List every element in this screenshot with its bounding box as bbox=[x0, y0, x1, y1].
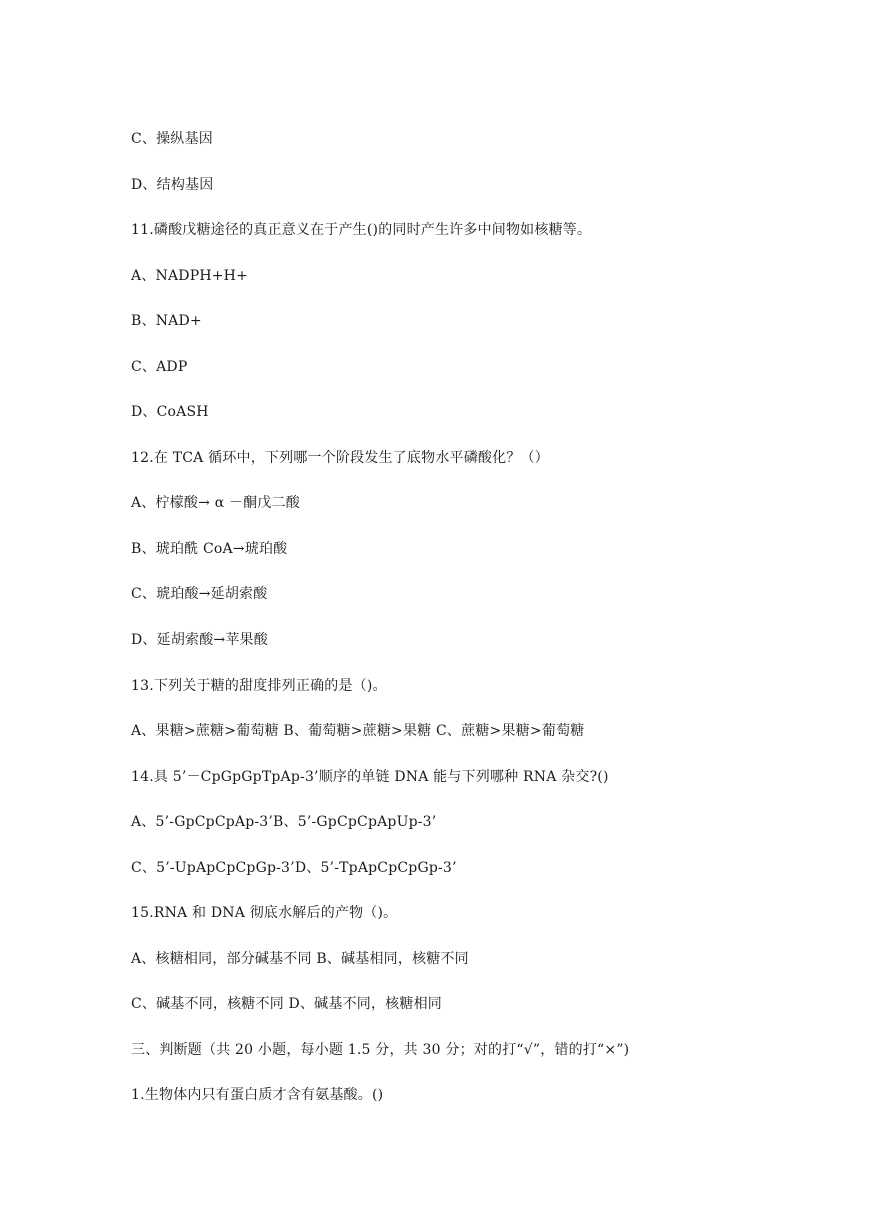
option-12a: A、柠檬酸→ α －酮戊二酸 bbox=[131, 495, 300, 511]
option-11a: A、NADPH+H+ bbox=[131, 268, 248, 284]
question-11: 11.磷酸戊糖途径的真正意义在于产生()的同时产生许多中间物如核糖等。 bbox=[131, 222, 592, 238]
option-12c: C、琥珀酸→延胡索酸 bbox=[131, 586, 268, 602]
question-14: 14.具 5’－CpGpGpTpAp-3’顺序的单链 DNA 能与下列哪种 RNA 杂交?() bbox=[131, 769, 609, 785]
options-14-ab: A、5’-GpCpCpAp-3’B、5’-GpCpCpApUp-3’ bbox=[131, 814, 437, 830]
question-12: 12.在 TCA 循环中，下列哪一个阶段发生了底物水平磷酸化？（） bbox=[131, 450, 549, 466]
section-heading-true-false: 三、判断题（共 20 小题，每小题 1.5 分，共 30 分；对的打“√”，错的打“×”) bbox=[131, 1042, 630, 1058]
question-15: 15.RNA 和 DNA 彻底水解后的产物（)。 bbox=[131, 905, 398, 921]
option-10c: C、操纵基因 bbox=[131, 131, 213, 147]
options-13: A、果糖>蔗糖>葡萄糖 B、葡萄糖>蔗糖>果糖 C、蔗糖>果糖>葡萄糖 bbox=[131, 723, 585, 739]
options-15-ab: A、核糖相同，部分碱基不同 B、碱基相同，核糖不同 bbox=[131, 951, 469, 967]
option-11c: C、ADP bbox=[131, 359, 188, 375]
question-13: 13.下列关于糖的甜度排列正确的是（)。 bbox=[131, 678, 387, 694]
option-12b: B、琥珀酰 CoA→琥珀酸 bbox=[131, 541, 288, 557]
options-14-cd: C、5’-UpApCpCpGp-3’D、5’-TpApCpCpGp-3’ bbox=[131, 860, 457, 876]
option-10d: D、结构基因 bbox=[131, 177, 214, 193]
options-15-cd: C、碱基不同，核糖不同 D、碱基不同，核糖相同 bbox=[131, 996, 442, 1012]
option-12d: D、延胡索酸→苹果酸 bbox=[131, 632, 268, 648]
option-11b: B、NAD+ bbox=[131, 313, 202, 329]
option-11d: D、CoASH bbox=[131, 404, 209, 420]
true-false-question-1: 1.生物体内只有蛋白质才含有氨基酸。() bbox=[131, 1087, 384, 1103]
